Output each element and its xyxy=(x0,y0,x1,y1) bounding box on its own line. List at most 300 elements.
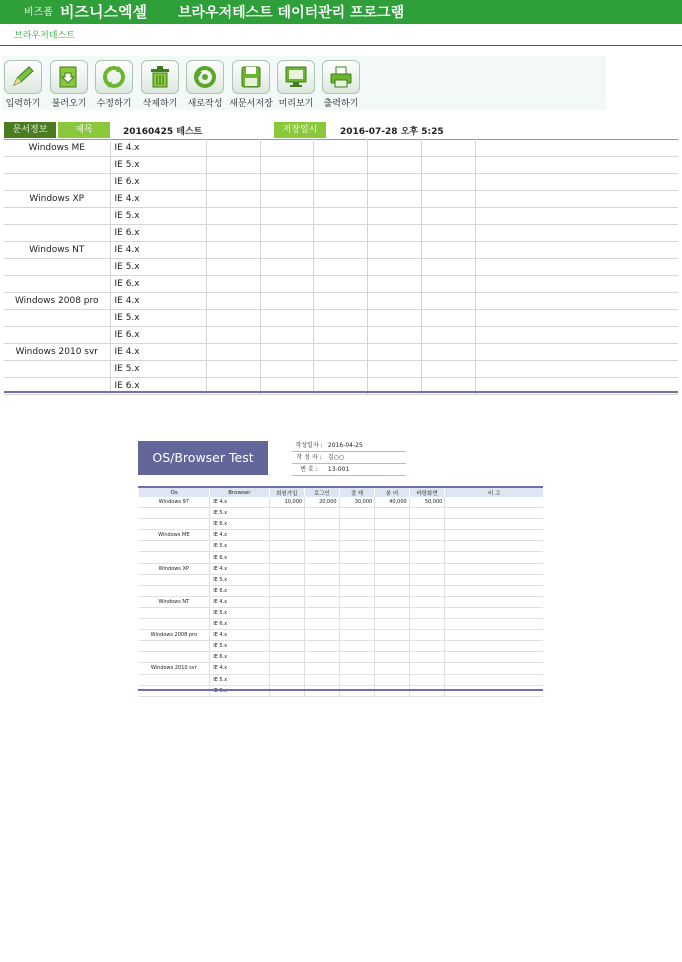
value-cell[interactable] xyxy=(313,327,367,344)
os-cell[interactable]: Windows 2010 svr xyxy=(4,344,110,361)
browser-cell: IE 4.x xyxy=(210,663,269,674)
value-cell[interactable] xyxy=(313,293,367,310)
print-button[interactable] xyxy=(319,60,363,109)
value-cell xyxy=(375,541,410,552)
meta-row xyxy=(292,441,406,452)
sheet-tab-label[interactable]: 브라우저테스트 xyxy=(14,31,75,41)
value-cell[interactable] xyxy=(206,327,260,344)
value-cell[interactable] xyxy=(367,225,421,242)
value-cell xyxy=(375,652,410,663)
value-cell[interactable] xyxy=(313,242,367,259)
value-cell[interactable] xyxy=(421,259,475,276)
delete-button[interactable] xyxy=(138,60,182,109)
value-cell: 10,000 xyxy=(269,497,305,508)
table-row xyxy=(139,630,544,641)
os-cell xyxy=(139,585,210,596)
browser-cell: IE 4.x xyxy=(210,530,269,541)
table-row xyxy=(139,663,544,674)
value-cell xyxy=(305,619,340,630)
meta-row xyxy=(292,465,406,476)
note-cell xyxy=(445,519,543,530)
value-cell[interactable] xyxy=(206,310,260,327)
trash-icon xyxy=(141,60,179,94)
browser-cell: IE 4.x xyxy=(210,497,269,508)
browser-cell: IE 5.x xyxy=(210,508,269,519)
value-cell[interactable] xyxy=(475,327,678,344)
value-cell xyxy=(409,585,445,596)
value-cell xyxy=(339,552,375,563)
value-cell xyxy=(305,663,340,674)
value-cell xyxy=(339,530,375,541)
value-cell xyxy=(269,519,305,530)
value-cell xyxy=(305,563,340,574)
value-cell: 50,000 xyxy=(409,497,445,508)
value-cell[interactable] xyxy=(313,140,367,157)
value-cell[interactable] xyxy=(206,344,260,361)
value-cell[interactable] xyxy=(421,327,475,344)
table-row xyxy=(139,541,544,552)
os-cell xyxy=(139,619,210,630)
browser-cell: IE 4.x xyxy=(210,630,269,641)
value-cell[interactable] xyxy=(313,344,367,361)
browser-cell: IE 5.x xyxy=(210,674,269,685)
value-cell: 40,000 xyxy=(375,497,410,508)
value-cell xyxy=(339,563,375,574)
meta-key: 번 호 : xyxy=(300,466,318,473)
value-cell[interactable] xyxy=(206,208,260,225)
value-cell xyxy=(409,674,445,685)
value-cell xyxy=(375,630,410,641)
column-header: 로그인 xyxy=(305,487,340,497)
value-cell[interactable] xyxy=(421,174,475,191)
divider xyxy=(0,45,682,46)
value-cell xyxy=(375,585,410,596)
os-cell[interactable]: Windows 2008 pro xyxy=(4,293,110,310)
value-cell[interactable] xyxy=(260,174,313,191)
browser-cell[interactable]: IE 5.x xyxy=(110,208,206,225)
browser-cell: IE 6.x xyxy=(210,652,269,663)
value-cell[interactable] xyxy=(313,276,367,293)
value-cell xyxy=(409,541,445,552)
value-cell xyxy=(375,574,410,585)
refresh-icon xyxy=(95,60,133,94)
value-cell xyxy=(305,674,340,685)
value-cell[interactable] xyxy=(260,361,313,378)
table-row xyxy=(4,157,678,174)
value-cell[interactable] xyxy=(260,225,313,242)
value-cell xyxy=(409,596,445,607)
browser-cell: IE 6.x xyxy=(210,585,269,596)
table-row xyxy=(139,641,544,652)
value-cell[interactable] xyxy=(475,276,678,293)
pencil-icon xyxy=(4,60,42,94)
value-cell xyxy=(409,574,445,585)
value-cell[interactable] xyxy=(475,344,678,361)
value-cell xyxy=(375,519,410,530)
value-cell[interactable] xyxy=(475,242,678,259)
note-cell xyxy=(445,674,543,685)
value-cell[interactable] xyxy=(313,208,367,225)
browser-cell[interactable]: IE 4.x xyxy=(110,191,206,208)
value-cell xyxy=(305,596,340,607)
table-row xyxy=(139,574,544,585)
edit-button[interactable] xyxy=(92,60,136,109)
os-cell: Windows ME xyxy=(139,530,210,541)
table-row xyxy=(139,497,544,508)
edit-button-label: 수정하기 xyxy=(96,99,132,109)
value-cell xyxy=(305,541,340,552)
value-cell[interactable] xyxy=(421,208,475,225)
os-cell xyxy=(139,652,210,663)
value-cell xyxy=(339,619,375,630)
input-button-label: 입력하기 xyxy=(5,99,41,109)
value-cell[interactable] xyxy=(260,242,313,259)
brand-logo: 비즈니스엑셀 xyxy=(60,3,147,21)
value-cell[interactable] xyxy=(421,361,475,378)
note-cell xyxy=(445,508,543,519)
note-cell xyxy=(445,641,543,652)
table-row xyxy=(139,652,544,663)
value-cell[interactable] xyxy=(260,327,313,344)
note-cell xyxy=(445,541,543,552)
value-cell xyxy=(269,607,305,618)
monitor-icon xyxy=(277,60,315,94)
os-cell[interactable] xyxy=(4,259,110,276)
save-icon xyxy=(232,60,270,94)
save-new-button[interactable] xyxy=(229,60,273,109)
value-cell xyxy=(339,585,375,596)
value-cell[interactable] xyxy=(260,191,313,208)
column-header: Os xyxy=(139,487,210,497)
table-row xyxy=(139,530,544,541)
value-cell xyxy=(269,641,305,652)
table-row xyxy=(4,310,678,327)
os-cell[interactable] xyxy=(4,276,110,293)
value-cell[interactable] xyxy=(260,259,313,276)
new-button[interactable] xyxy=(183,60,227,109)
value-cell[interactable] xyxy=(206,157,260,174)
value-cell[interactable] xyxy=(260,293,313,310)
value-cell xyxy=(339,596,375,607)
value-cell[interactable] xyxy=(367,242,421,259)
os-cell[interactable] xyxy=(4,310,110,327)
os-cell[interactable] xyxy=(4,208,110,225)
value-cell[interactable] xyxy=(206,174,260,191)
os-cell: Windows 2008 pro xyxy=(139,630,210,641)
value-cell[interactable] xyxy=(367,361,421,378)
value-cell[interactable] xyxy=(367,344,421,361)
value-cell[interactable] xyxy=(367,157,421,174)
value-cell xyxy=(305,530,340,541)
browser-cell[interactable]: IE 4.x xyxy=(110,344,206,361)
value-cell[interactable] xyxy=(206,276,260,293)
value-cell xyxy=(409,630,445,641)
value-cell[interactable] xyxy=(367,310,421,327)
value-cell[interactable] xyxy=(475,259,678,276)
meta-value: 2016-04-25 xyxy=(327,442,363,449)
value-cell xyxy=(269,674,305,685)
value-cell[interactable] xyxy=(421,140,475,157)
os-cell[interactable]: Windows ME xyxy=(4,140,110,157)
value-cell[interactable] xyxy=(475,174,678,191)
saved-date-label: 저장일시 xyxy=(274,122,326,138)
value-cell[interactable] xyxy=(206,259,260,276)
value-cell[interactable] xyxy=(475,310,678,327)
browser-cell: IE 5.x xyxy=(210,641,269,652)
value-cell[interactable] xyxy=(206,361,260,378)
value-cell xyxy=(269,619,305,630)
table-row xyxy=(139,563,544,574)
note-cell xyxy=(445,652,543,663)
input-button[interactable] xyxy=(1,60,45,109)
value-cell xyxy=(339,541,375,552)
value-cell[interactable] xyxy=(475,208,678,225)
value-cell[interactable] xyxy=(475,361,678,378)
value-cell[interactable] xyxy=(475,225,678,242)
value-cell[interactable] xyxy=(421,157,475,174)
app-title: 브라우저테스트 데이터관리 프로그램 xyxy=(178,5,405,21)
note-cell xyxy=(445,607,543,618)
value-cell xyxy=(339,652,375,663)
os-cell[interactable] xyxy=(4,327,110,344)
value-cell[interactable] xyxy=(421,225,475,242)
value-cell xyxy=(375,641,410,652)
browser-cell[interactable]: IE 6.x xyxy=(110,174,206,191)
value-cell xyxy=(339,519,375,530)
value-cell[interactable] xyxy=(313,225,367,242)
preview-table xyxy=(138,486,543,697)
table-row xyxy=(139,607,544,618)
note-cell xyxy=(445,585,543,596)
value-cell xyxy=(339,607,375,618)
value-cell[interactable] xyxy=(367,259,421,276)
note-cell xyxy=(445,574,543,585)
value-cell[interactable] xyxy=(206,140,260,157)
value-cell[interactable] xyxy=(313,259,367,276)
new-doc-icon xyxy=(186,60,224,94)
value-cell xyxy=(305,552,340,563)
os-cell[interactable] xyxy=(4,361,110,378)
value-cell xyxy=(269,530,305,541)
table-row xyxy=(4,293,678,310)
column-header: Browser xyxy=(210,487,269,497)
value-cell[interactable] xyxy=(367,174,421,191)
data-grid xyxy=(4,139,678,395)
os-cell: Windows 2010 svr xyxy=(139,663,210,674)
os-cell: Windows 97 xyxy=(139,497,210,508)
os-cell[interactable]: Windows XP xyxy=(4,191,110,208)
value-cell[interactable] xyxy=(421,310,475,327)
value-cell[interactable] xyxy=(367,327,421,344)
value-cell[interactable] xyxy=(313,157,367,174)
os-cell[interactable] xyxy=(4,157,110,174)
value-cell[interactable] xyxy=(475,191,678,208)
note-cell xyxy=(445,530,543,541)
save-new-button-label: 새문서저장 xyxy=(229,99,273,109)
browser-cell[interactable]: IE 5.x xyxy=(110,310,206,327)
value-cell xyxy=(269,541,305,552)
value-cell[interactable] xyxy=(206,225,260,242)
value-cell[interactable] xyxy=(260,310,313,327)
preview-button[interactable] xyxy=(274,60,318,109)
value-cell xyxy=(339,508,375,519)
value-cell[interactable] xyxy=(367,276,421,293)
value-cell xyxy=(305,508,340,519)
value-cell xyxy=(339,574,375,585)
value-cell[interactable] xyxy=(313,361,367,378)
browser-cell: IE 6.x xyxy=(210,619,269,630)
print-button-label: 출력하기 xyxy=(323,99,359,109)
value-cell[interactable] xyxy=(421,191,475,208)
os-cell xyxy=(139,519,210,530)
value-cell[interactable] xyxy=(475,140,678,157)
browser-cell[interactable]: IE 4.x xyxy=(110,242,206,259)
browser-cell[interactable]: IE 5.x xyxy=(110,361,206,378)
title-value[interactable]: 20160425 테스트 xyxy=(123,127,203,137)
value-cell xyxy=(339,674,375,685)
value-cell[interactable] xyxy=(367,140,421,157)
note-cell xyxy=(445,596,543,607)
load-button[interactable] xyxy=(47,60,91,109)
value-cell xyxy=(269,596,305,607)
value-cell[interactable] xyxy=(206,191,260,208)
value-cell[interactable] xyxy=(421,344,475,361)
column-header: 결 제 xyxy=(339,487,375,497)
table-row xyxy=(4,174,678,191)
value-cell xyxy=(409,652,445,663)
value-cell xyxy=(269,508,305,519)
value-cell[interactable] xyxy=(367,208,421,225)
note-cell xyxy=(445,497,543,508)
table-row xyxy=(139,508,544,519)
value-cell xyxy=(269,663,305,674)
value-cell[interactable] xyxy=(313,174,367,191)
value-cell xyxy=(305,574,340,585)
browser-cell[interactable]: IE 6.x xyxy=(110,225,206,242)
value-cell xyxy=(409,530,445,541)
value-cell[interactable] xyxy=(260,208,313,225)
value-cell xyxy=(305,641,340,652)
os-cell xyxy=(139,541,210,552)
os-cell xyxy=(139,552,210,563)
value-cell xyxy=(375,596,410,607)
value-cell xyxy=(375,552,410,563)
value-cell[interactable] xyxy=(421,293,475,310)
table-row xyxy=(139,552,544,563)
meta-value: 김○○ xyxy=(327,454,345,461)
value-cell xyxy=(409,508,445,519)
browser-cell[interactable]: IE 6.x xyxy=(110,327,206,344)
value-cell xyxy=(409,563,445,574)
table-row xyxy=(139,596,544,607)
value-cell xyxy=(305,630,340,641)
value-cell xyxy=(305,585,340,596)
table-row xyxy=(4,208,678,225)
value-cell xyxy=(375,607,410,618)
value-cell[interactable] xyxy=(421,276,475,293)
meta-value: 13-001 xyxy=(327,466,350,473)
os-cell[interactable] xyxy=(4,174,110,191)
value-cell xyxy=(305,519,340,530)
os-cell[interactable] xyxy=(4,225,110,242)
value-cell xyxy=(269,585,305,596)
value-cell[interactable] xyxy=(421,242,475,259)
delete-button-label: 삭제하기 xyxy=(142,99,178,109)
browser-cell: IE 4.x xyxy=(210,596,269,607)
value-cell xyxy=(409,619,445,630)
browser-cell: IE 6.x xyxy=(210,519,269,530)
saved-date-value[interactable]: 2016-07-28 오후 5:25 xyxy=(340,127,444,137)
value-cell xyxy=(269,552,305,563)
preview-title: OS/Browser Test xyxy=(138,441,268,475)
browser-cell[interactable]: IE 5.x xyxy=(110,259,206,276)
value-cell[interactable] xyxy=(367,191,421,208)
note-cell xyxy=(445,663,543,674)
os-cell[interactable]: Windows NT xyxy=(4,242,110,259)
note-cell xyxy=(445,619,543,630)
value-cell[interactable] xyxy=(313,191,367,208)
value-cell[interactable] xyxy=(475,157,678,174)
browser-cell: IE 6.x xyxy=(210,552,269,563)
value-cell[interactable] xyxy=(260,344,313,361)
preview-table-bottom xyxy=(138,689,543,691)
os-cell: Windows XP xyxy=(139,563,210,574)
os-cell xyxy=(139,641,210,652)
value-cell xyxy=(305,607,340,618)
table-row xyxy=(4,361,678,378)
table-row xyxy=(4,259,678,276)
value-cell[interactable] xyxy=(313,310,367,327)
browser-cell: IE 5.x xyxy=(210,541,269,552)
value-cell[interactable] xyxy=(206,293,260,310)
value-cell[interactable] xyxy=(367,293,421,310)
browser-cell[interactable]: IE 4.x xyxy=(110,293,206,310)
value-cell xyxy=(339,663,375,674)
browser-cell: IE 4.x xyxy=(210,563,269,574)
value-cell xyxy=(375,508,410,519)
value-cell[interactable] xyxy=(260,157,313,174)
browser-cell[interactable]: IE 5.x xyxy=(110,157,206,174)
table-row xyxy=(139,519,544,530)
value-cell xyxy=(269,563,305,574)
value-cell xyxy=(269,574,305,585)
note-cell xyxy=(445,630,543,641)
value-cell: 30,000 xyxy=(339,497,375,508)
value-cell xyxy=(409,552,445,563)
browser-cell[interactable]: IE 4.x xyxy=(110,140,206,157)
table-row xyxy=(4,327,678,344)
value-cell[interactable] xyxy=(475,293,678,310)
value-cell[interactable] xyxy=(260,140,313,157)
value-cell[interactable] xyxy=(260,276,313,293)
table-row xyxy=(4,225,678,242)
value-cell xyxy=(409,663,445,674)
table-row xyxy=(4,344,678,361)
os-cell xyxy=(139,607,210,618)
preview-button-label: 미리보기 xyxy=(278,99,314,109)
column-header: 비 고 xyxy=(445,487,543,497)
value-cell[interactable] xyxy=(206,242,260,259)
note-cell xyxy=(445,552,543,563)
value-cell xyxy=(375,663,410,674)
table-row xyxy=(139,619,544,630)
new-button-label: 새로작성 xyxy=(187,99,223,109)
browser-cell[interactable]: IE 6.x xyxy=(110,276,206,293)
browser-cell: IE 5.x xyxy=(210,574,269,585)
column-header: 바탕화면 xyxy=(409,487,445,497)
browser-cell[interactable]: IE 6.x xyxy=(110,378,206,395)
value-cell xyxy=(305,652,340,663)
